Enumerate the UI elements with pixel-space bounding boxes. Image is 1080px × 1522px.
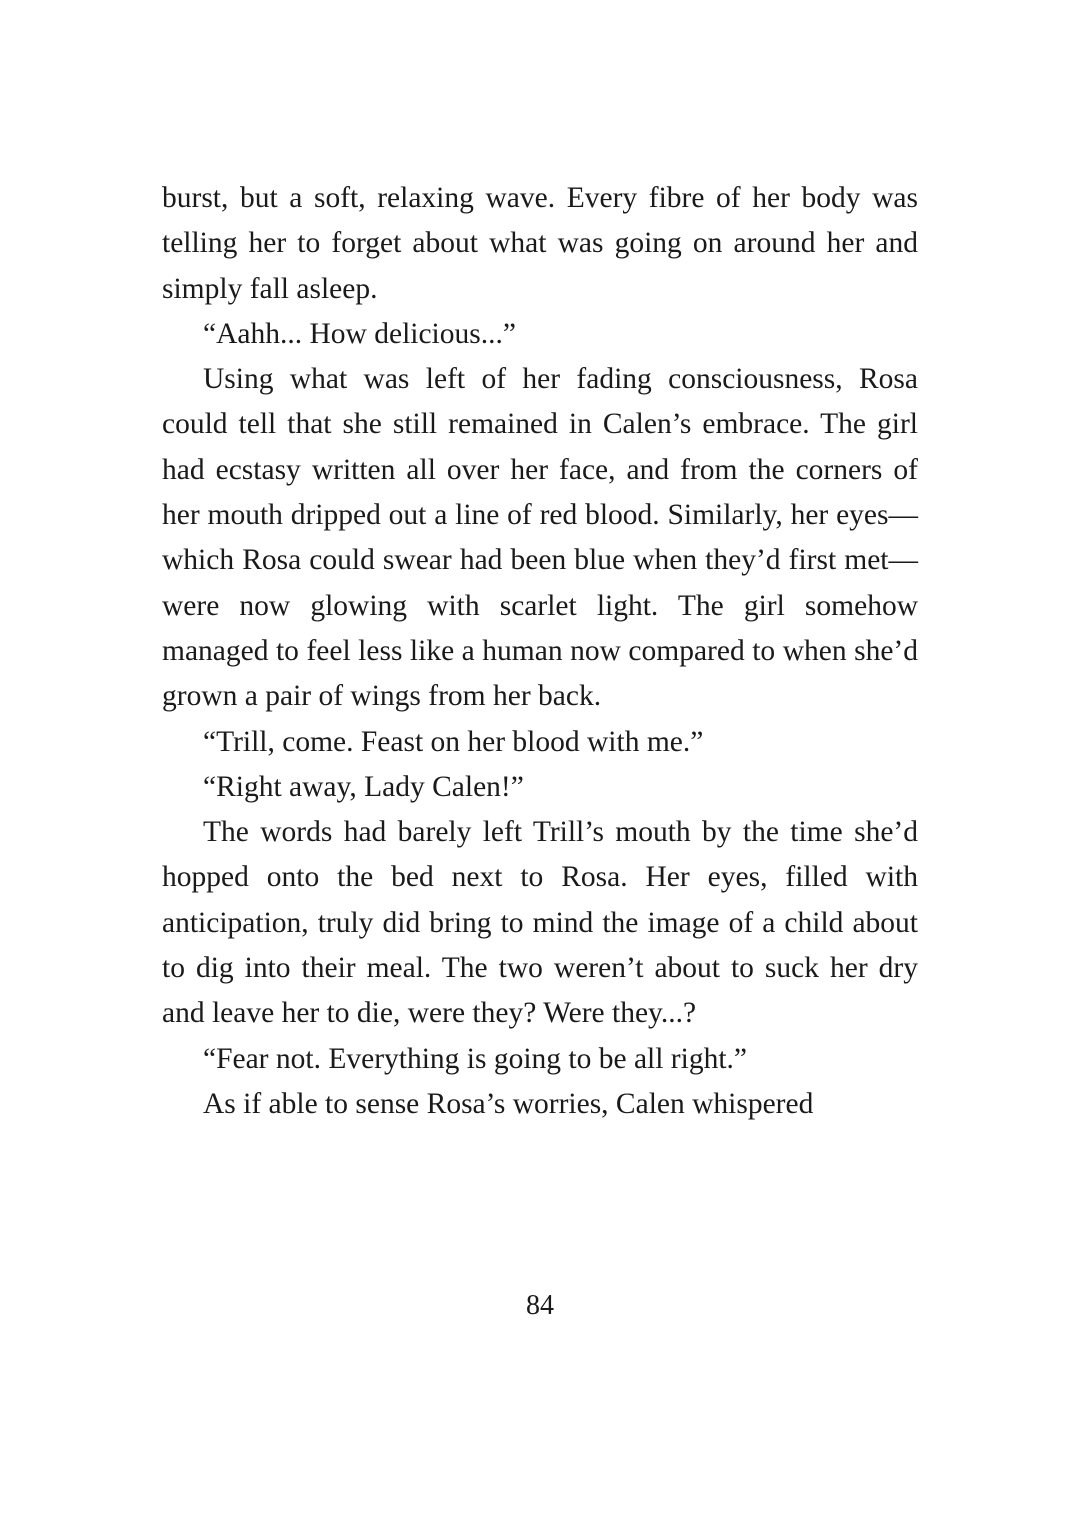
page-number: 84 (526, 1290, 554, 1321)
body-text (162, 176, 918, 1127)
paragraph: As if able to sense Rosa’s worries, Calen whispered (203, 1087, 814, 1120)
paragraph: burst, but a soft, relaxing wave. Every fibre of her body was telling her to forget about what was going on around her and simply fall asleep. (162, 182, 918, 305)
paragraph: “Right away, Lady Calen!” (203, 770, 524, 803)
paragraph: “Aahh... How delicious...” (203, 317, 516, 350)
paragraph: “Fear not. Everything is going to be all right.” (203, 1042, 747, 1075)
paragraph: “Trill, come. Feast on her blood with me.” (203, 725, 704, 758)
paragraph: The words had barely left Trill’s mouth by the time she’d hopped onto the bed next to Rosa. Her eyes, filled with anticipation, truly did bring to mind the image of a child about to dig into their meal. The two weren’t about to suck her dry and leave her to die, were they? Were they...? (162, 816, 918, 1030)
paragraph: Using what was left of her fading consciousness, Rosa could tell that she still remained in Calen’s embrace. The girl had ecstasy written all over her face, and from the corners of her mouth dripped out a line of red blood. Similarly, her eyes—which Rosa could swear had been blue when they’d first met—were now glowing with scarlet light. The girl somehow managed to feel less like a human now compared to when she’d grown a pair of wings from her back. (162, 363, 918, 713)
